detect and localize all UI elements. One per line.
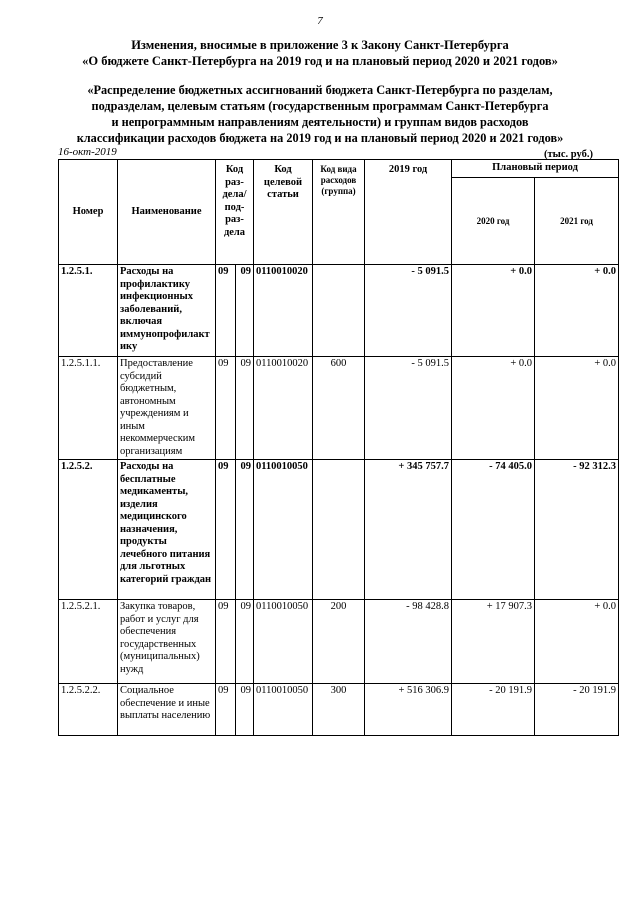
header-number: Номер	[59, 160, 118, 265]
table-body	[59, 265, 619, 736]
row-value-2019: + 516 306.9	[365, 684, 452, 736]
row-subsection-code: 09	[236, 357, 254, 460]
document-date: 16-окт-2019	[58, 146, 117, 158]
row-value-2020: + 0.0	[452, 357, 535, 460]
row-expense-code	[313, 460, 365, 600]
units-label: (тыс. руб.)	[544, 149, 593, 160]
page-number: 7	[317, 15, 323, 27]
table-row	[59, 265, 619, 357]
row-value-2019: - 5 091.5	[365, 357, 452, 460]
row-value-2019: - 98 428.8	[365, 600, 452, 684]
row-target-code: 0110010020	[254, 265, 313, 357]
table-row	[59, 357, 619, 460]
row-section-code: 09	[216, 357, 236, 460]
row-value-2021: + 0.0	[535, 600, 619, 684]
header-name: Наименование	[118, 160, 216, 265]
header-expense: Код вида расходов (группа)	[313, 160, 365, 265]
row-number: 1.2.5.1.1.	[59, 357, 118, 460]
header-2021: 2021 год	[535, 178, 619, 265]
table-row	[59, 600, 619, 684]
row-section-code: 09	[216, 460, 236, 600]
header-2019: 2019 год	[365, 160, 452, 265]
row-expense-code: 300	[313, 684, 365, 736]
row-target-code: 0110010050	[254, 460, 313, 600]
row-name: Социальное обеспечение и иные выплаты населению	[118, 684, 216, 736]
table-row	[59, 460, 619, 600]
row-value-2021: - 92 312.3	[535, 460, 619, 600]
row-name: Расходы на бесплатные медикаменты, изделия медицинского назначения, продукты лечебного питания для льготных категорий граждан	[118, 460, 216, 600]
row-subsection-code: 09	[236, 684, 254, 736]
row-number: 1.2.5.2.2.	[59, 684, 118, 736]
row-target-code: 0110010050	[254, 684, 313, 736]
appendix-title-line-1: «Распределение бюджетных ассигнований бюджета Санкт-Петербурга по разделам,	[87, 83, 553, 97]
appendix-title-line-3: и непрограммным направлениям деятельности) и группам видов расходов	[111, 115, 529, 129]
row-target-code: 0110010050	[254, 600, 313, 684]
row-name: Расходы на профилактику инфекционных заболеваний, включая иммунопрофилакт ику	[118, 265, 216, 357]
row-number: 1.2.5.2.1.	[59, 600, 118, 684]
row-expense-code	[313, 265, 365, 357]
row-value-2019: + 345 757.7	[365, 460, 452, 600]
row-value-2021: - 20 191.9	[535, 684, 619, 736]
appendix-title	[0, 82, 640, 146]
appendix-title-line-2: подразделам, целевым статьям (государственным программам Санкт-Петербурга	[91, 99, 549, 113]
row-value-2019: - 5 091.5	[365, 265, 452, 357]
row-subsection-code: 09	[236, 460, 254, 600]
row-value-2021: + 0.0	[535, 357, 619, 460]
row-section-code: 09	[216, 684, 236, 736]
title-line-1: Изменения, вносимые в приложение 3 к Закону Санкт-Петербурга	[131, 38, 509, 52]
row-value-2020: + 17 907.3	[452, 600, 535, 684]
row-subsection-code: 09	[236, 600, 254, 684]
appendix-title-line-4: классификации расходов бюджета на 2019 год и на плановый период 2020 и 2021 годов»	[76, 131, 564, 145]
row-expense-code: 200	[313, 600, 365, 684]
row-name: Предоставление субсидий бюджетным, автономным учреждениям и иным некоммерческим организациям	[118, 357, 216, 460]
row-number: 1.2.5.2.	[59, 460, 118, 600]
title-line-2: «О бюджете Санкт-Петербурга на 2019 год и на плановый период 2020 и 2021 годов»	[82, 54, 558, 68]
row-section-code: 09	[216, 265, 236, 357]
row-name: Закупка товаров, работ и услуг для обеспечения государственных (муниципальных) нужд	[118, 600, 216, 684]
table-row	[59, 684, 619, 736]
document-title	[0, 37, 640, 69]
row-number: 1.2.5.1.	[59, 265, 118, 357]
row-subsection-code: 09	[236, 265, 254, 357]
row-value-2020: + 0.0	[452, 265, 535, 357]
row-target-code: 0110010020	[254, 357, 313, 460]
row-expense-code: 600	[313, 357, 365, 460]
row-section-code: 09	[216, 600, 236, 684]
header-2020: 2020 год	[452, 178, 535, 265]
header-planned-period: Плановый период	[452, 160, 619, 178]
row-value-2020: - 74 405.0	[452, 460, 535, 600]
row-value-2021: + 0.0	[535, 265, 619, 357]
header-target: Код целевой статьи	[254, 160, 313, 265]
table-header-row	[59, 160, 619, 178]
row-value-2020: - 20 191.9	[452, 684, 535, 736]
budget-table	[58, 159, 619, 736]
header-section: Код раз-дела/ под-раз-дела	[216, 160, 254, 265]
